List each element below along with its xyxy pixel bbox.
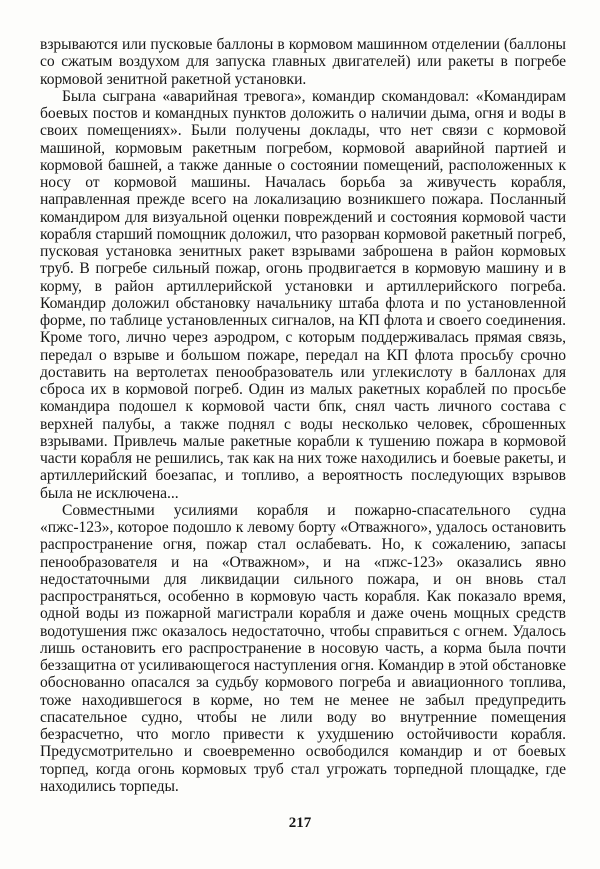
paragraph-continuation: взрываются или пусковые баллоны в кормовом машинном отделении (баллоны со сжатым воздухом для запуска главных двигателей) или ракеты в погребе кормовой зенитной ракетной установки. [40,36,566,88]
paragraph-alarm: Была сыграна «аварийная тревога», командир скомандовал: «Командирам боевых постов и командных пунктов доложить о наличии дыма, огня и воды в своих помещениях». Были получены доклады, что нет связи с кормовой машиной, кормовым ракетным погребом, кормовой аварийной партией и кормовой башней, а также данные о состоянии помещений, расположенных к носу от кормовой машины. Началась борьба за живучесть корабля, направленная прежде всего на локализацию возникшего пожара. Посланный командиром для визуальной оценки повреждений и состояния кормовой части корабля старший помощник доложил, что разорван кормовой ракетный погреб, пусковая установка зенитных ракет взрывами заброшена в район кормовых труб. В погребе сильный пожар, огонь продвигается в кормовую машину и в корму, в район артиллерийской установки и артиллерийского погреба. Командир доложил обстановку начальнику штаба флота и по установленной форме, по таблице установленных сигналов, на КП флота и своего соединения. Кроме того, лично через аэродром, с которым поддерживалась прямая связь, передал о взрыве и большом пожаре, передал на КП флота просьбу срочно доставить на вертолетах пенообразователь или углекислоту в баллонах для сброса их в кормовой погреб. Один из малых ракетных кораблей по просьбе командира подошел к кормовой части бпк, снял часть личного состава с верхней палубы, а также поднял с воды несколько человек, сброшенных взрывами. Привлечь малые ракетные корабли к тушению пожара в кормовой части корабля не решились, так как на них тоже находились и боевые ракеты, и артиллерийский боезапас, и топливо, а вероятность последующих взрывов была не исключена... [40,87,566,502]
paragraph-firefighting: Совместными усилиями корабля и пожарно-спасательного судна «пжс-123», которое подошло к левому борту «Отважного», удалось остановить распространение огня, пожар стал ослабевать. Но, к сожалению, запасы пенообразователя и на «Отважном», и на «пжс-123» оказались явно недостаточными для ликвидации сильного пожара, и он вновь стал распространяться, особенно в кормовую часть корабля. Как показало время, одной воды из пожарной магистрали корабля и даже очень мощных средств водотушения пжс оказалось недостаточно, чтобы справиться с огнем. Удалось лишь остановить его распространение в носовую часть, а корма была почти беззащитна от усиливающегося наступления огня. Командир в этой обстановке обоснованно опасался за судьбу кормового погреба и авиационного топлива, тоже находившегося в корме, но тем не менее не забыл предупредить спасательное судно, чтобы не лили воду во внутренние помещения безрасчетно, что могло привести к ухудшению остойчивости корабля. Предусмотрительно и своевременно освободился командир и от боевых торпед, когда огонь кормовых труб стал угрожать торпедной площадке, где находились торпеды. [40,501,566,795]
page-number: 217 [288,815,312,831]
page-body [40,36,566,795]
